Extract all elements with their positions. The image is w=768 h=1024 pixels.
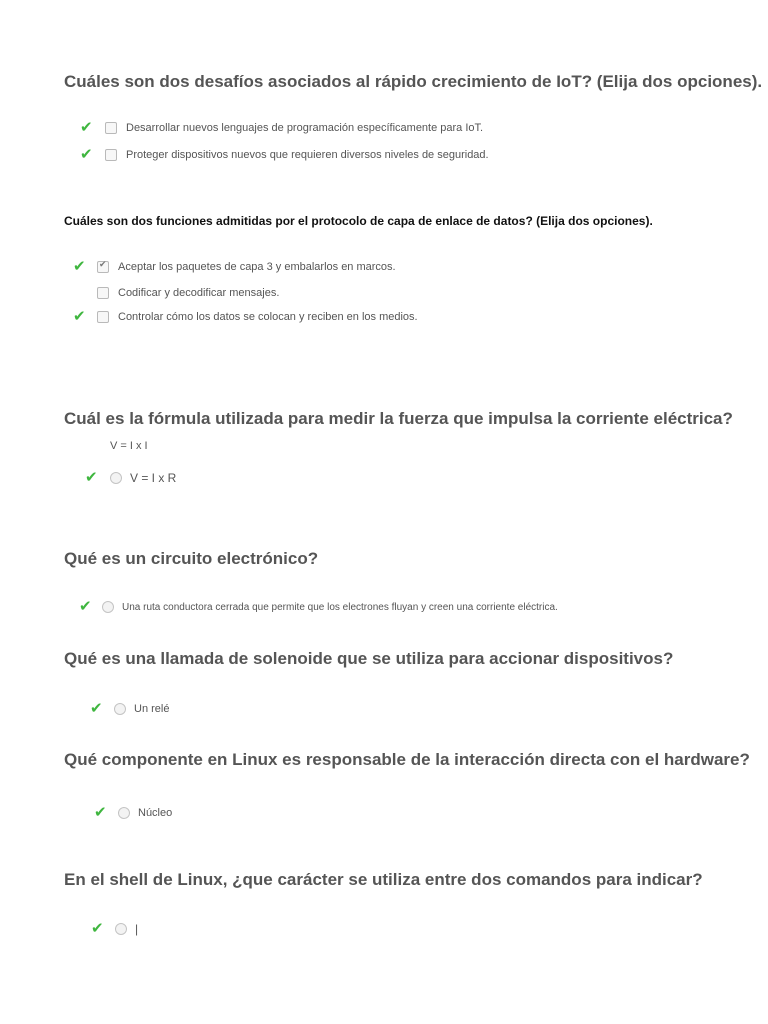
checkbox-icon[interactable] [97,287,109,299]
option-label: Núcleo [138,807,173,819]
option-row[interactable] [118,805,172,821]
option-row[interactable] [97,285,279,301]
checkmark-icon: ✔ [90,699,103,717]
radio-icon[interactable] [110,472,122,484]
option-label: Controlar cómo los datos se colocan y reciben en los medios. [118,311,418,323]
question-title: En el shell de Linux, ¿que carácter se utiliza entre dos comandos para indicar? [64,870,703,889]
checkbox-icon[interactable] [97,311,109,323]
checkmark-icon: ✔ [79,597,92,615]
option-row[interactable] [115,921,138,937]
checkmark-icon: ✔ [80,118,93,136]
option-label: Una ruta conductora cerrada que permite que los electrones fluyan y creen una corriente eléctrica. [122,601,558,613]
question-title: Cuáles son dos funciones admitidas por el protocolo de capa de enlace de datos? (Elija dos opciones). [64,214,653,228]
checkbox-icon[interactable] [97,261,109,273]
radio-icon[interactable] [102,601,114,613]
option-row[interactable] [114,701,169,717]
option-row[interactable] [105,147,489,163]
option-row[interactable] [97,259,396,275]
radio-icon[interactable] [115,923,127,935]
checkmark-icon: ✔ [94,803,107,821]
option-row[interactable] [97,309,418,325]
option-label: Un relé [134,703,170,715]
checkbox-icon[interactable] [105,122,117,134]
option-label: Codificar y decodificar mensajes. [118,287,280,299]
checkbox-icon[interactable] [105,149,117,161]
option-label: | [135,922,139,936]
checkmark-icon: ✔ [73,257,86,275]
checkmark-icon: ✔ [85,468,98,486]
option-row[interactable] [110,470,176,486]
radio-icon[interactable] [114,703,126,715]
checkmark-icon: ✔ [73,307,86,325]
question-title: Cuál es la fórmula utilizada para medir la fuerza que impulsa la corriente eléctrica? [64,409,733,428]
question-title: Qué componente en Linux es responsable de la interacción directa con el hardware? [64,750,750,769]
radio-icon[interactable] [118,807,130,819]
option-row[interactable] [105,120,483,136]
option-label: V = I x R [130,471,177,485]
checkmark-icon: ✔ [91,919,104,937]
option-row[interactable] [102,599,558,615]
option-label: Proteger dispositivos nuevos que requieren diversos niveles de seguridad. [126,149,489,161]
question-title: Qué es una llamada de solenoide que se utiliza para accionar dispositivos? [64,649,674,668]
question-title: Cuáles son dos desafíos asociados al rápido crecimiento de IoT? (Elija dos opciones). [64,72,763,91]
option-label: Aceptar los paquetes de capa 3 y embalarlos en marcos. [118,261,396,273]
question-title: Qué es un circuito electrónico? [64,549,319,568]
option-label: Desarrollar nuevos lenguajes de programación específicamente para IoT. [126,122,484,134]
checkmark-icon: ✔ [80,145,93,163]
partial-option: V = I x I [110,440,148,452]
